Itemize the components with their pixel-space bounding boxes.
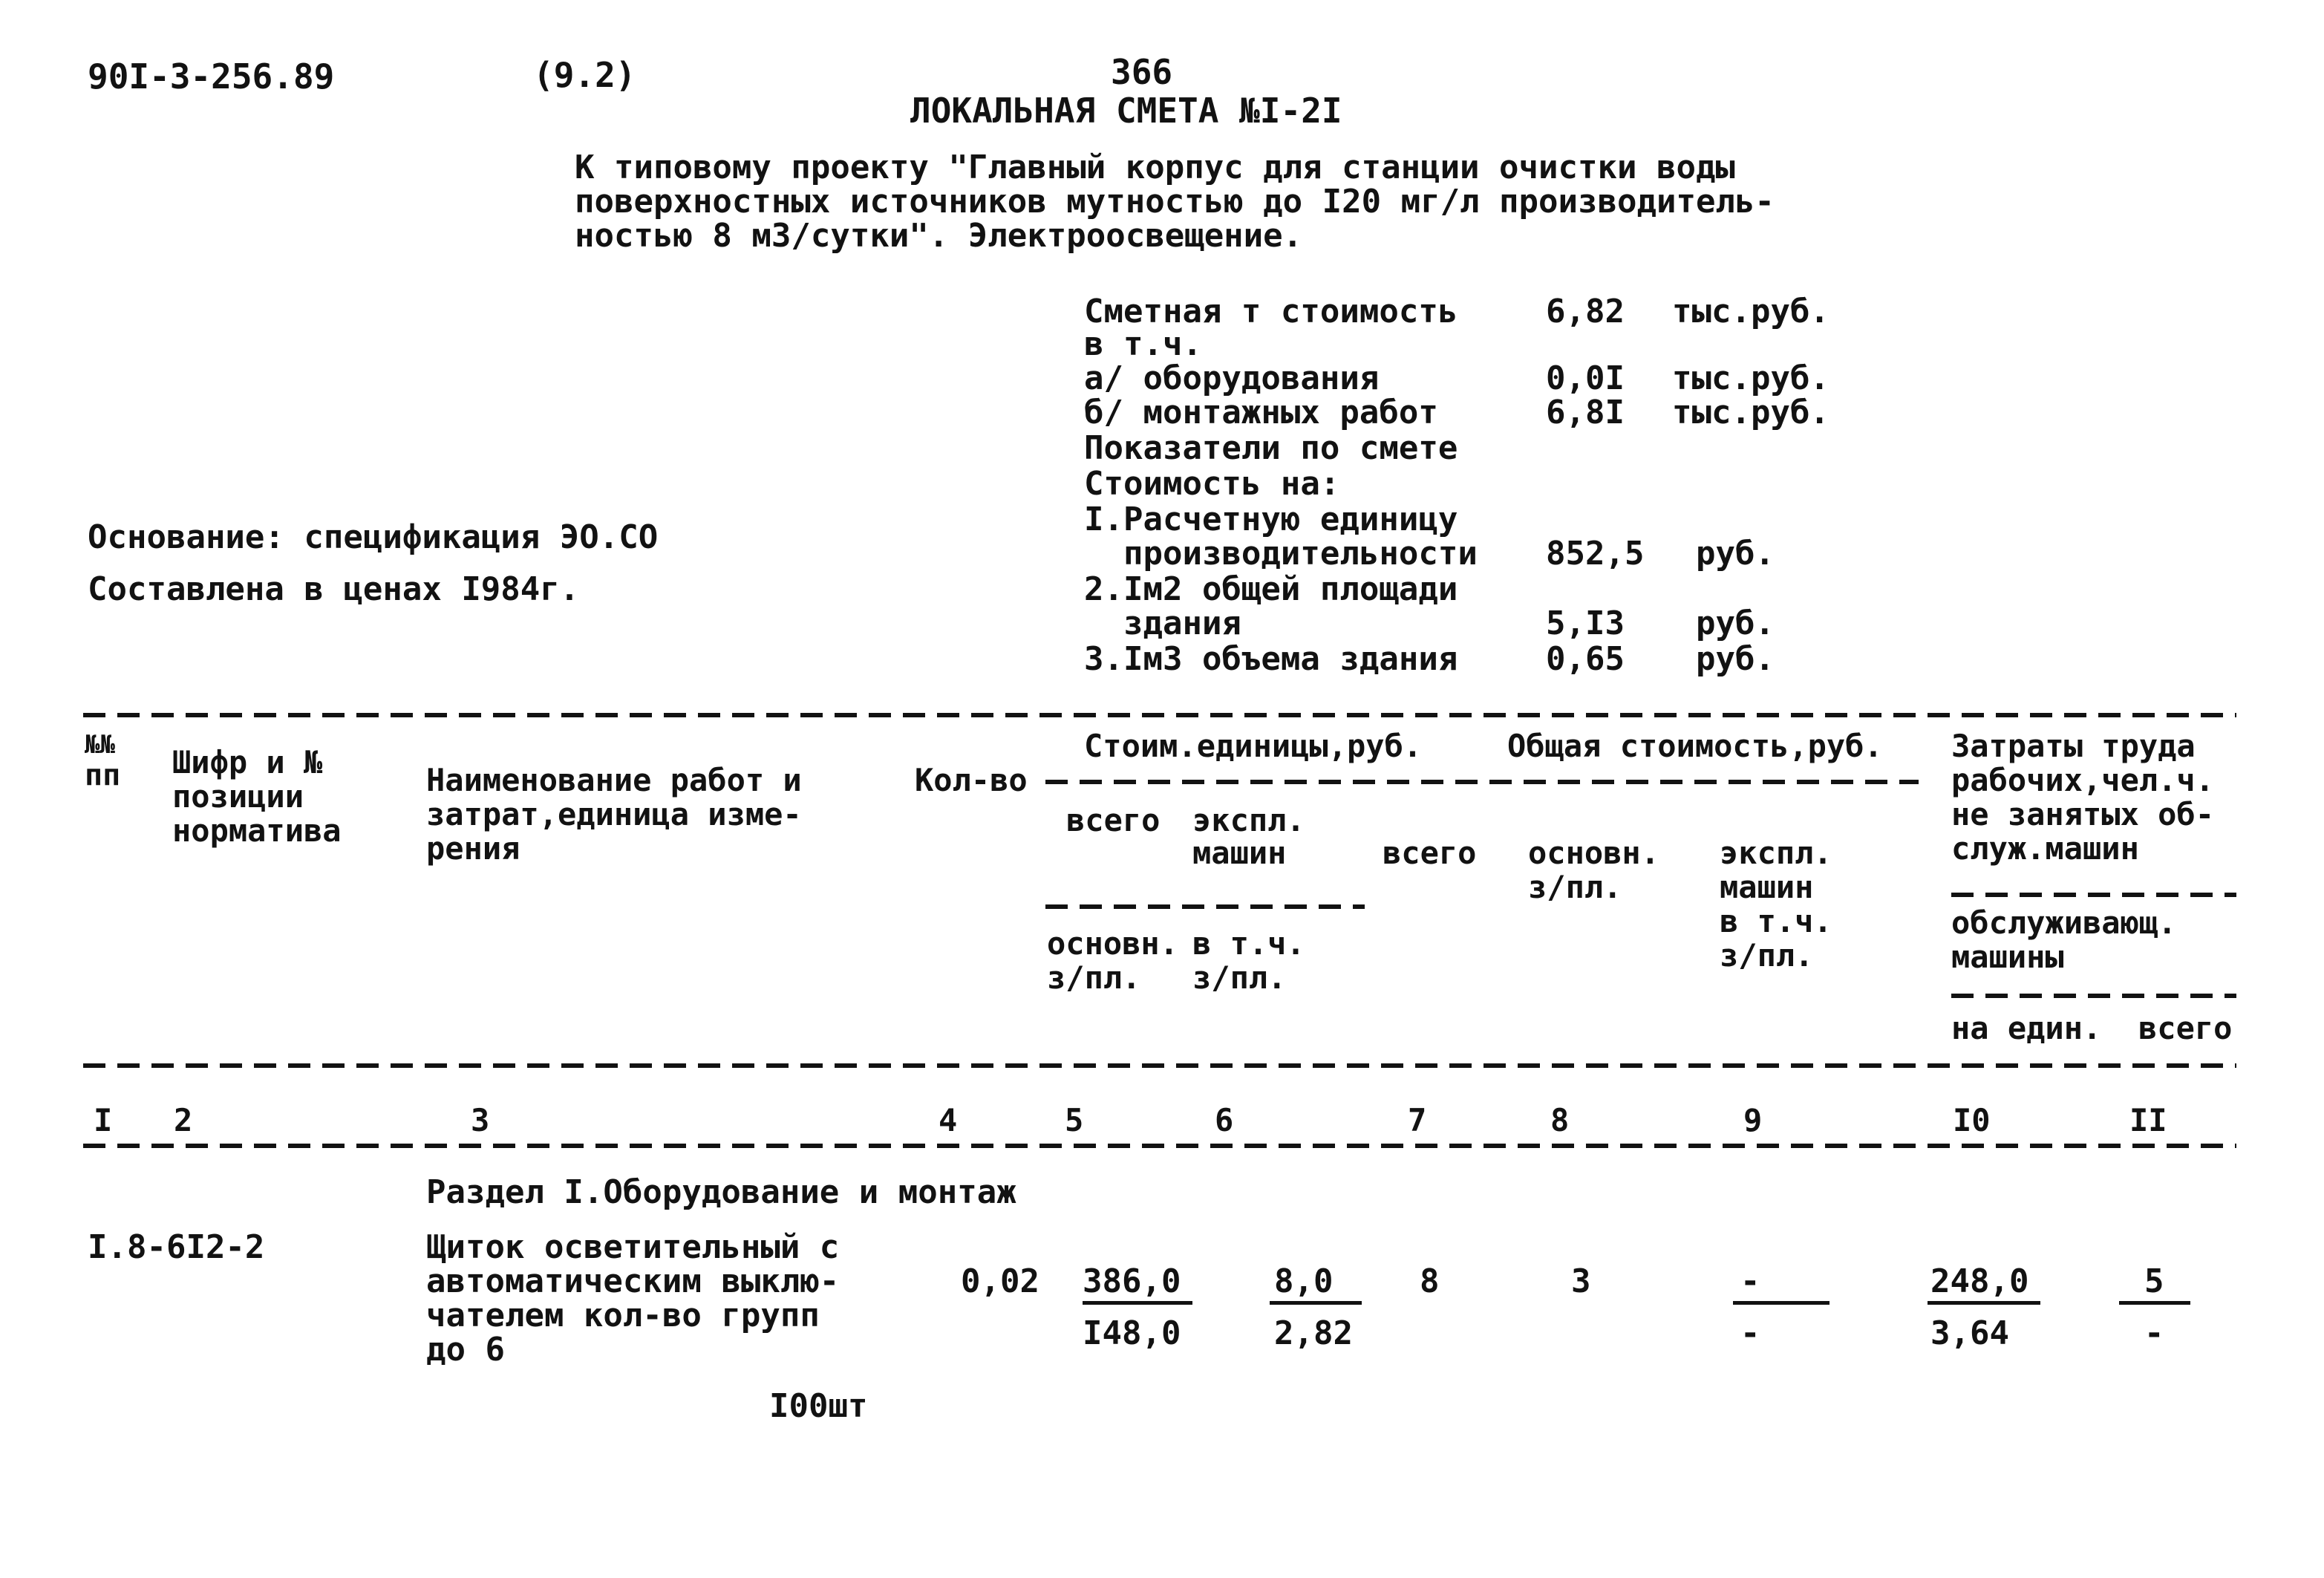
col-header-qty: Кол-во <box>915 762 1028 798</box>
col-header-unit-base-wage: основн. <box>1047 925 1179 962</box>
row-unit: I00шт <box>769 1387 868 1425</box>
col-header-labor: Затраты труда <box>1951 728 2196 764</box>
row-total-machines: - <box>1740 1262 1760 1300</box>
col-header-total-machines: машин <box>1720 869 1814 905</box>
col-header-unit-cost-machines: экспл. <box>1192 802 1305 838</box>
row-unit-cost-machines: 8,0 <box>1274 1262 1334 1300</box>
install-cost-value: 6,8I <box>1546 394 1625 431</box>
summary-label: здания <box>1084 604 1241 642</box>
estimate-basis: Основание: спецификация ЭО.СО <box>88 518 659 556</box>
summary-label: а/ оборудования <box>1084 359 1380 397</box>
row-labor-unit-service: 3,64 <box>1930 1314 2009 1352</box>
summary-label: в т.ч. <box>1084 325 1202 363</box>
col-header-labor: не занятых об- <box>1951 796 2215 832</box>
col-header-unit-cost-machines: машин <box>1192 835 1287 871</box>
row-name: чателем кол-во групп <box>426 1297 820 1334</box>
column-number: 6 <box>1210 1105 1238 1136</box>
col-header-unit-base-wage: з/пл. <box>1047 959 1141 996</box>
row-total-machines-wage: - <box>1740 1314 1760 1352</box>
col-header-name: Наименование работ и <box>426 762 802 798</box>
total-cost-unit: тыс.руб. <box>1672 293 1830 330</box>
price-level: Составлена в ценах I984г. <box>88 570 580 608</box>
unit-capacity-cost-value: 852,5 <box>1546 535 1645 573</box>
unit-capacity-cost-unit: руб. <box>1696 535 1775 573</box>
column-number: 5 <box>1060 1105 1088 1136</box>
page-number: 366 <box>1111 52 1173 92</box>
row-name: автоматическим выклю- <box>426 1262 840 1300</box>
column-number: 2 <box>169 1105 197 1136</box>
col-header-unit-cost: Стоим.единицы,руб. <box>1084 728 1423 764</box>
table-header-bottom-rule <box>83 1063 2236 1068</box>
volume-cost-unit: руб. <box>1696 640 1775 678</box>
column-numbers-rule <box>83 1144 2236 1148</box>
project-line: К типовому проекту "Главный корпус для станции очистки воды <box>575 149 1735 186</box>
fraction-bar <box>1928 1301 2040 1305</box>
summary-label: I.Расчетную единицу <box>1084 501 1458 538</box>
summary-label: 3.Iм3 объема здания <box>1084 640 1458 678</box>
table-top-rule <box>83 713 2236 717</box>
row-unit-base-wage: I48,0 <box>1083 1314 1181 1352</box>
equipment-cost-value: 0,0I <box>1546 359 1625 397</box>
summary-label: Показатели по смете <box>1084 429 1458 467</box>
col-header-total: всего <box>1383 835 1477 871</box>
column-number: 8 <box>1546 1105 1573 1136</box>
summary-label: производительности <box>1084 535 1478 573</box>
col-header-number: пп <box>85 758 121 792</box>
column-number: 3 <box>466 1105 494 1136</box>
area-cost-value: 5,I3 <box>1546 604 1625 642</box>
col-header-labor: рабочих,чел.ч. <box>1951 762 2215 798</box>
col-header-code: позиции <box>172 778 304 815</box>
col-header-total-machines: экспл. <box>1720 835 1832 871</box>
col-header-code: норматива <box>172 812 342 849</box>
col-header-total-base-wage: з/пл. <box>1528 869 1622 905</box>
fraction-bar <box>1083 1301 1192 1305</box>
header-subrule <box>1045 780 1919 784</box>
summary-label: б/ монтажных работ <box>1084 394 1438 431</box>
volume-cost-value: 0,65 <box>1546 640 1625 678</box>
fraction-bar <box>1270 1301 1362 1305</box>
col-header-labor-service: обслуживающ. <box>1951 904 2177 941</box>
col-header-labor-service: машины <box>1951 939 2064 975</box>
total-cost-value: 6,82 <box>1546 293 1625 330</box>
col-header-unit-incl-wage: в т.ч. <box>1192 925 1305 962</box>
section-heading: Раздел I.Оборудование и монтаж <box>426 1173 1016 1211</box>
fraction-bar <box>1733 1301 1830 1305</box>
col-header-total-base-wage: основн. <box>1528 835 1660 871</box>
col-header-labor-per-unit: на един. <box>1951 1010 2102 1046</box>
project-line: ностью 8 м3/сутки". Электроосвещение. <box>575 217 1303 255</box>
col-header-unit-incl-wage: з/пл. <box>1192 959 1287 996</box>
row-unit-machines-wage: 2,82 <box>1274 1314 1353 1352</box>
document-code: 90I-3-256.89 <box>88 56 335 97</box>
album-number: (9.2) <box>533 55 636 95</box>
project-line: поверхностных источников мутностью до I20 мг/л производитель- <box>575 183 1775 221</box>
row-name: до 6 <box>426 1331 505 1369</box>
col-header-total-machines: в т.ч. <box>1720 903 1832 939</box>
row-code: I.8-6I2-2 <box>88 1228 265 1266</box>
col-header-unit-cost-total: всего <box>1066 802 1161 838</box>
fraction-bar <box>2119 1301 2190 1305</box>
column-number: 4 <box>934 1105 962 1136</box>
col-header-total-cost: Общая стоимость,руб. <box>1507 728 1883 764</box>
column-number: I <box>89 1105 117 1136</box>
row-qty: 0,02 <box>961 1262 1039 1300</box>
col-header-labor: служ.машин <box>1951 830 2139 867</box>
column-number: 7 <box>1403 1105 1431 1136</box>
row-unit-cost-total: 386,0 <box>1083 1262 1181 1300</box>
col-header-name: рения <box>426 830 520 867</box>
row-total-base-wage: 3 <box>1571 1262 1591 1300</box>
col-header-code: Шифр и № <box>172 744 323 780</box>
header-subrule <box>1951 893 2236 897</box>
column-number: 9 <box>1739 1105 1766 1136</box>
header-subrule <box>1045 904 1365 909</box>
summary-label: Стоимость на: <box>1084 465 1340 503</box>
row-labor-unit: 248,0 <box>1930 1262 2029 1300</box>
col-header-name: затрат,единица изме- <box>426 796 802 832</box>
col-header-total-machines: з/пл. <box>1720 937 1814 974</box>
row-labor-total-service: - <box>2144 1314 2164 1352</box>
area-cost-unit: руб. <box>1696 604 1775 642</box>
col-header-labor-total: всего <box>2138 1010 2233 1046</box>
equipment-cost-unit: тыс.руб. <box>1672 359 1830 397</box>
install-cost-unit: тыс.руб. <box>1672 394 1830 431</box>
page-title: ЛОКАЛЬНАЯ СМЕТА №I-2I <box>910 91 1342 131</box>
column-number: II <box>2125 1105 2172 1136</box>
row-name: Щиток осветительный с <box>426 1228 840 1266</box>
header-subrule <box>1951 994 2236 998</box>
summary-label: 2.Iм2 общей площади <box>1084 570 1458 608</box>
row-total: 8 <box>1420 1262 1440 1300</box>
summary-label: Сметная т стоимость <box>1084 293 1458 330</box>
column-number: I0 <box>1948 1105 1995 1136</box>
row-labor-total: 5 <box>2144 1262 2164 1300</box>
col-header-number: №№ <box>85 730 115 760</box>
